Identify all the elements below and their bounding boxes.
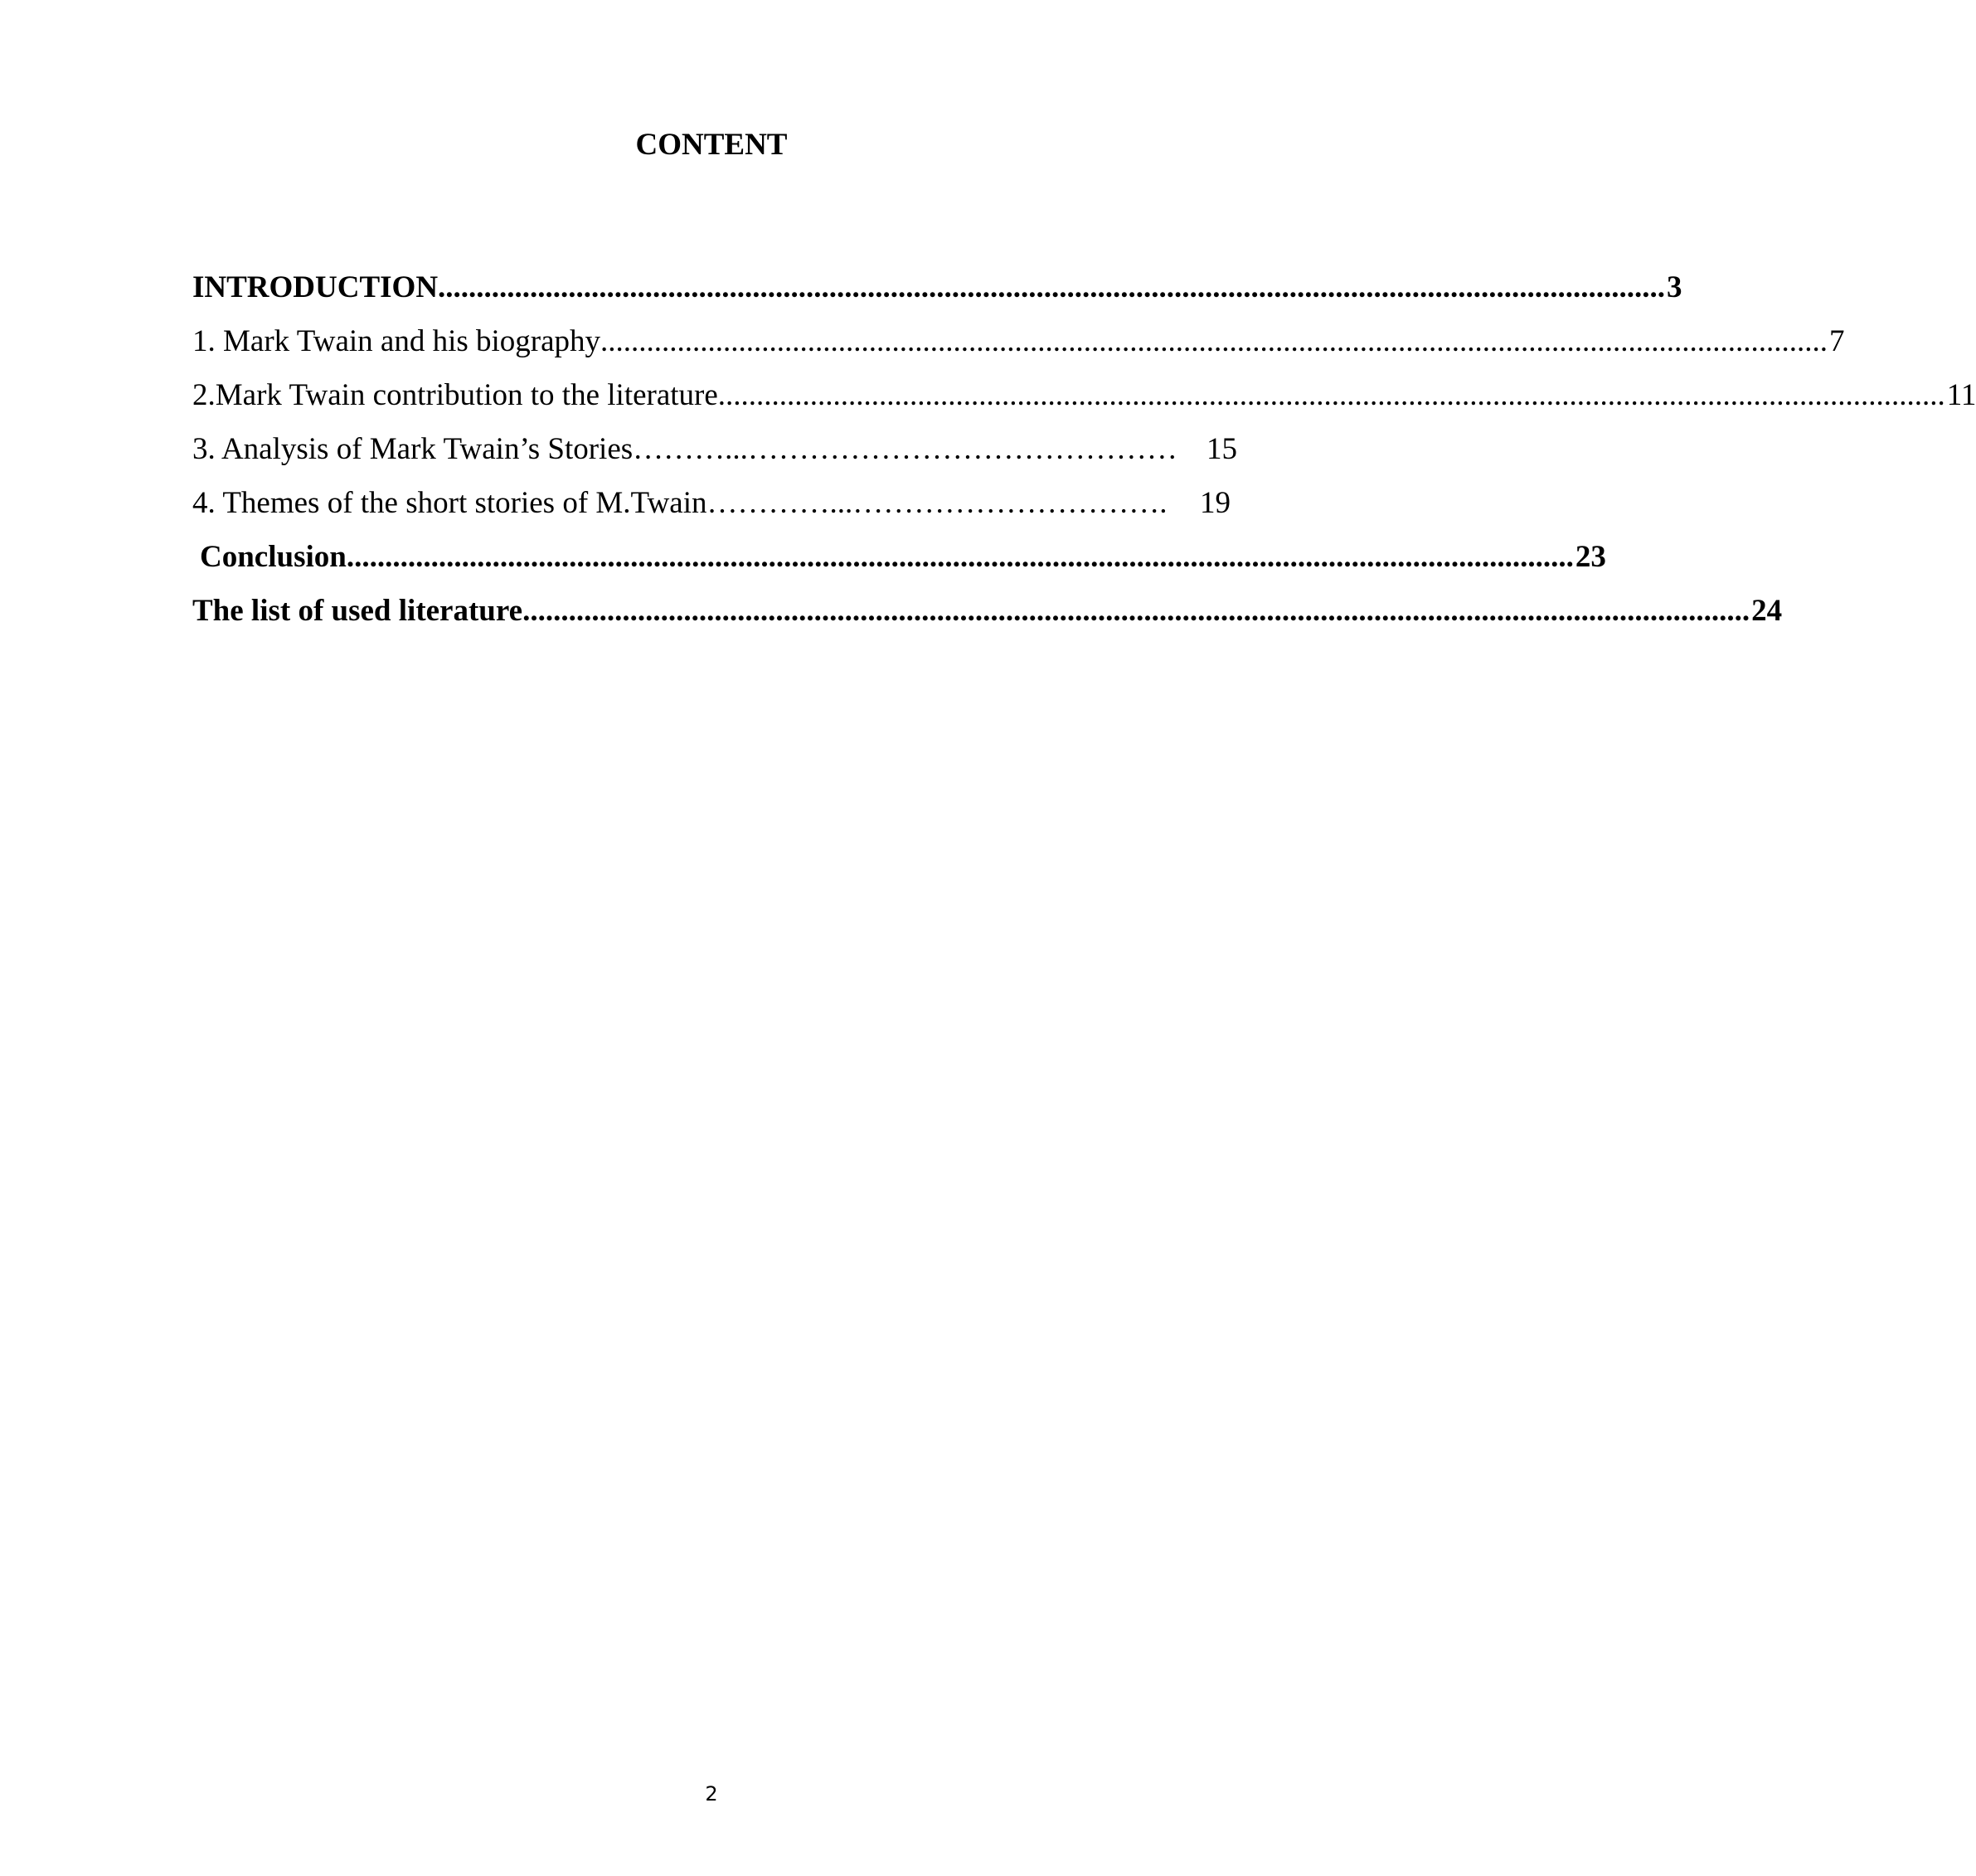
page-title: CONTENT bbox=[635, 128, 788, 162]
toc-leader-dots: ................................................................................................................................................................ bbox=[346, 540, 1574, 574]
toc-entry-label: INTRODUCTION bbox=[192, 270, 439, 304]
toc-entry-label: The list of used literature bbox=[192, 594, 523, 628]
toc-leader-dots: …………...…………………………. bbox=[706, 486, 1168, 520]
toc-entry-page-number: 24 bbox=[1751, 594, 1783, 628]
toc-entry-label: 4. Themes of the short stories of M.Twain bbox=[192, 486, 707, 520]
toc-entry-label: 1. Mark Twain and his biography bbox=[192, 324, 601, 358]
toc-entry-biography[interactable] bbox=[192, 321, 1845, 375]
toc-entry-label: Conclusion bbox=[200, 540, 347, 574]
toc-entry-page-number: 15 bbox=[1206, 432, 1237, 466]
toc-entry-page-number: 11 bbox=[1946, 378, 1976, 412]
toc-entry-themes[interactable] bbox=[192, 483, 1231, 537]
toc-entry-page-number: 19 bbox=[1200, 486, 1231, 520]
page-number: 2 bbox=[705, 1782, 718, 1806]
toc-leader-dots: ................................................................................................................................................................ bbox=[438, 270, 1666, 304]
toc-entry-contribution[interactable] bbox=[192, 375, 1976, 429]
toc-leader-dots: ................................................................................................................................................................ bbox=[717, 378, 1945, 412]
toc-entry-literature[interactable] bbox=[192, 591, 1783, 644]
toc-leader-dots: ………...…………………………………… bbox=[633, 432, 1177, 466]
toc-entry-page-number: 23 bbox=[1575, 540, 1606, 574]
toc-entry-label: 3. Analysis of Mark Twain’s Stories bbox=[192, 432, 634, 466]
toc-entry-introduction[interactable] bbox=[192, 267, 1682, 321]
toc-entry-analysis[interactable] bbox=[192, 429, 1237, 483]
toc-entry-conclusion[interactable] bbox=[192, 537, 1606, 591]
toc-entry-page-number: 3 bbox=[1667, 270, 1682, 304]
table-of-contents bbox=[192, 267, 1976, 644]
toc-entry-page-number: 7 bbox=[1829, 324, 1845, 358]
toc-leader-dots: ................................................................................................................................................................ bbox=[600, 324, 1828, 358]
toc-entry-label: 2.Mark Twain contribution to the literature bbox=[192, 378, 718, 412]
toc-leader-dots: ................................................................................................................................................................ bbox=[522, 594, 1750, 628]
